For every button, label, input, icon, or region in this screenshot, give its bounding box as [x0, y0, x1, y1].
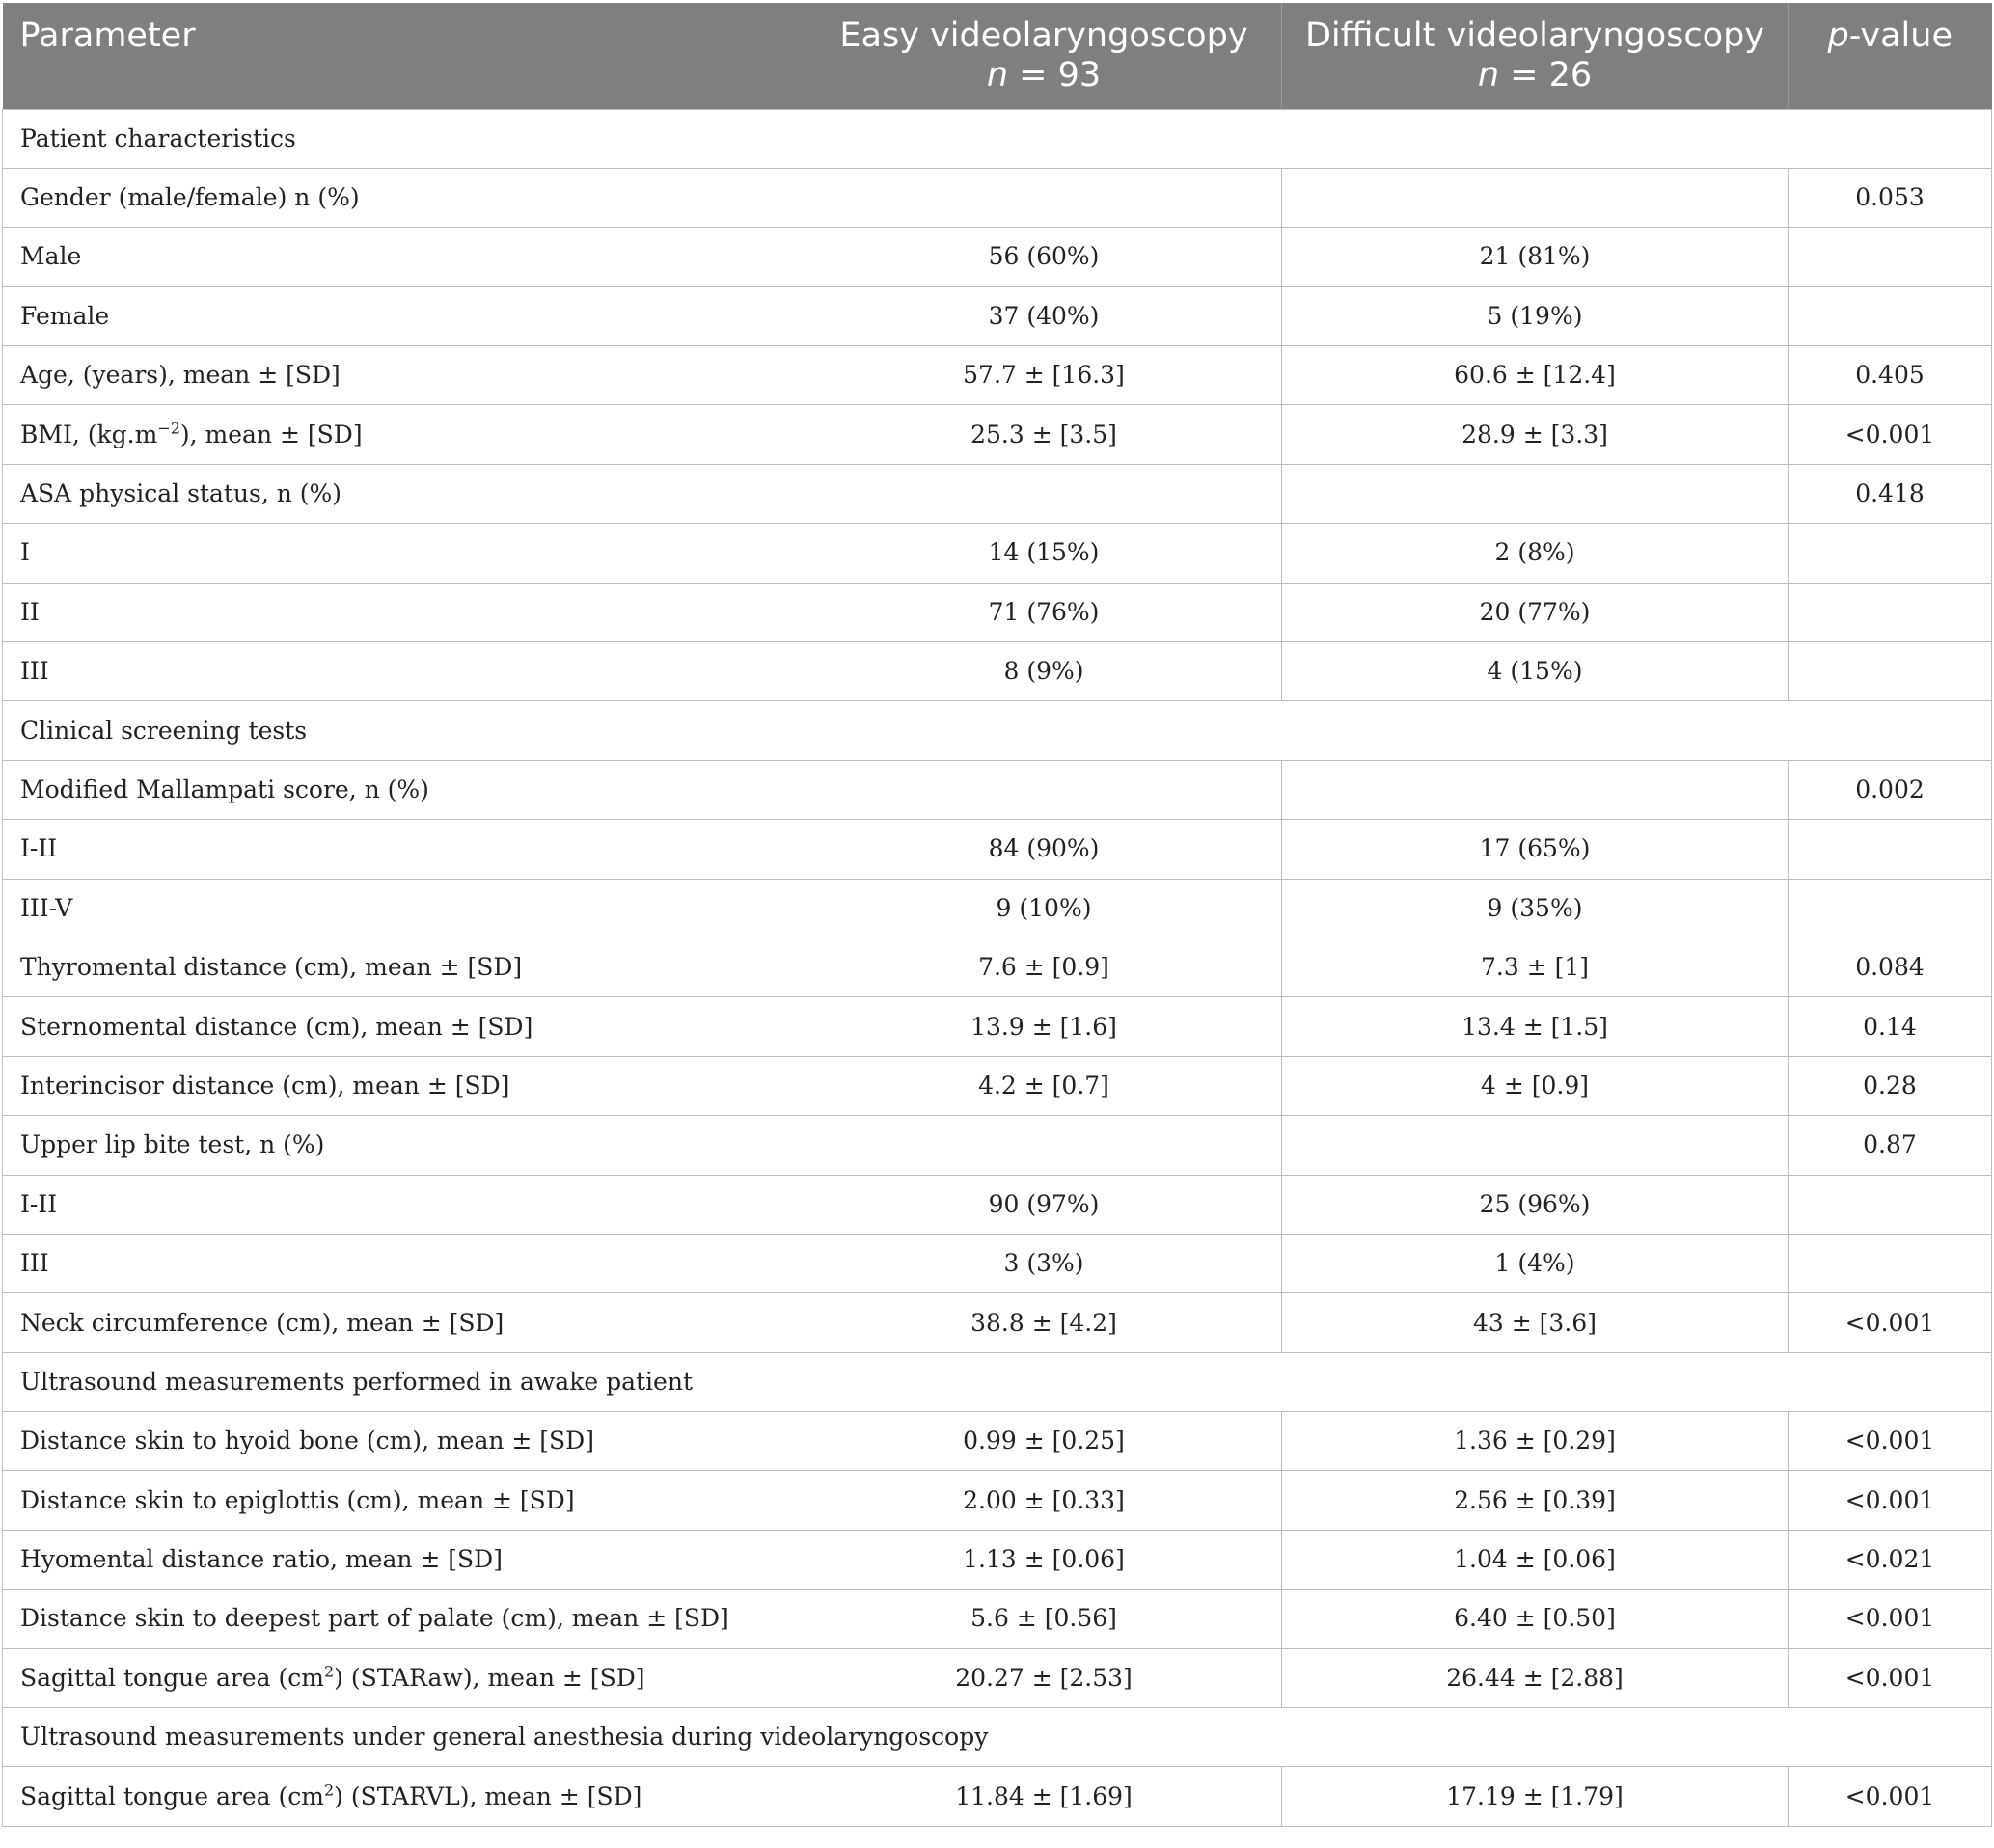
- section-row: [3, 109, 1992, 168]
- row-label: Hyomental distance ratio, mean ± [SD]: [3, 1530, 806, 1589]
- table-row: [3, 642, 1992, 701]
- table-row: [3, 286, 1992, 345]
- difficult-value: [1282, 464, 1789, 523]
- p-value: <0.021: [1789, 1530, 1992, 1589]
- table-row: [3, 879, 1992, 938]
- p-value: [1789, 286, 1992, 345]
- row-label: BMI, $(kg.m^{-2})$, mean ± [SD]: [3, 405, 806, 464]
- table-row: [3, 1530, 1992, 1589]
- easy-value: [806, 760, 1282, 819]
- table-row: [3, 1116, 1992, 1175]
- difficult-value: [1282, 760, 1789, 819]
- difficult-value: 1.36 ± [0.29]: [1282, 1412, 1789, 1471]
- p-value: 0.418: [1789, 464, 1992, 523]
- difficult-value: 17.19 ± [1.79]: [1282, 1767, 1789, 1826]
- row-label: Distance skin to deepest part of palate (cm), mean ± [SD]: [3, 1590, 806, 1648]
- p-value: [1789, 228, 1992, 286]
- table-row: [3, 405, 1992, 464]
- easy-value: [806, 1116, 1282, 1175]
- row-label: Interincisor distance (cm), mean ± [SD]: [3, 1056, 806, 1115]
- p-value: <0.001: [1789, 405, 1992, 464]
- difficult-value: 25 (96%): [1282, 1175, 1789, 1234]
- difficult-value: 4 ± [0.9]: [1282, 1056, 1789, 1115]
- data-table: [2, 3, 1992, 1827]
- header-p-value: p-value: [1789, 3, 1992, 109]
- section-patient: Patient characteristics: [3, 109, 1992, 168]
- row-label: I-II: [3, 1175, 806, 1234]
- easy-value: [806, 168, 1282, 227]
- table-row: [3, 938, 1992, 996]
- section-row: [3, 1708, 1992, 1767]
- p-value: <0.001: [1789, 1412, 1992, 1471]
- easy-value: 7.6 ± [0.9]: [806, 938, 1282, 996]
- p-value: 0.87: [1789, 1116, 1992, 1175]
- row-label: Age, (years), mean ± [SD]: [3, 346, 806, 405]
- table-row: [3, 760, 1992, 819]
- difficult-value: 43 ± [3.6]: [1282, 1293, 1789, 1352]
- difficult-value: 60.6 ± [12.4]: [1282, 346, 1789, 405]
- row-label: Upper lip bite test, n (%): [3, 1116, 806, 1175]
- row-label: Thyromental distance (cm), mean ± [SD]: [3, 938, 806, 996]
- difficult-value: 20 (77%): [1282, 583, 1789, 641]
- row-label: Gender (male/female) n (%): [3, 168, 806, 227]
- p-value: [1789, 583, 1992, 641]
- p-value: 0.002: [1789, 760, 1992, 819]
- difficult-value: 1 (4%): [1282, 1234, 1789, 1292]
- table-row: [3, 1590, 1992, 1648]
- p-value: [1789, 879, 1992, 938]
- p-value: [1789, 1234, 1992, 1292]
- easy-value: 1.13 ± [0.06]: [806, 1530, 1282, 1589]
- easy-value: 56 (60%): [806, 228, 1282, 286]
- difficult-value: 21 (81%): [1282, 228, 1789, 286]
- difficult-value: 6.40 ± [0.50]: [1282, 1590, 1789, 1648]
- row-label: ASA physical status, n (%): [3, 464, 806, 523]
- easy-value: 3 (3%): [806, 1234, 1282, 1292]
- easy-value: 20.27 ± [2.53]: [806, 1648, 1282, 1707]
- row-label: Neck circumference (cm), mean ± [SD]: [3, 1293, 806, 1352]
- section-us-awake: Ultrasound measurements performed in awake patient: [3, 1352, 1992, 1411]
- table-row: [3, 1471, 1992, 1530]
- difficult-value: 26.44 ± [2.88]: [1282, 1648, 1789, 1707]
- header-difficult: [1282, 3, 1789, 109]
- table-row: [3, 228, 1992, 286]
- row-label: III: [3, 1234, 806, 1292]
- difficult-value: 2.56 ± [0.39]: [1282, 1471, 1789, 1530]
- difficult-value: 1.04 ± [0.06]: [1282, 1530, 1789, 1589]
- p-value: [1789, 1175, 1992, 1234]
- row-label: Distance skin to hyoid bone (cm), mean ± [SD]: [3, 1412, 806, 1471]
- p-value: <0.001: [1789, 1471, 1992, 1530]
- table-row: [3, 1767, 1992, 1826]
- difficult-value: [1282, 168, 1789, 227]
- table-row: [3, 346, 1992, 405]
- table-row: [3, 1648, 1992, 1707]
- row-label: Modified Mallampati score, n (%): [3, 760, 806, 819]
- difficult-value: 2 (8%): [1282, 524, 1789, 583]
- header-difficult-n: n = 26: [1477, 56, 1593, 95]
- easy-value: 25.3 ± [3.5]: [806, 405, 1282, 464]
- row-label: III-V: [3, 879, 806, 938]
- header-easy-n: n = 93: [986, 56, 1102, 95]
- section-clinical: Clinical screening tests: [3, 701, 1992, 760]
- difficult-value: 4 (15%): [1282, 642, 1789, 701]
- easy-value: 13.9 ± [1.6]: [806, 997, 1282, 1056]
- row-label: Female: [3, 286, 806, 345]
- section-row: [3, 701, 1992, 760]
- p-value: [1789, 642, 1992, 701]
- easy-value: 84 (90%): [806, 820, 1282, 879]
- row-label: I: [3, 524, 806, 583]
- difficult-value: 17 (65%): [1282, 820, 1789, 879]
- p-value: 0.053: [1789, 168, 1992, 227]
- easy-value: 2.00 ± [0.33]: [806, 1471, 1282, 1530]
- row-label: III: [3, 642, 806, 701]
- header-parameter: Parameter: [19, 16, 196, 55]
- header-easy: [806, 3, 1282, 109]
- table-row: [3, 1056, 1992, 1115]
- easy-value: 5.6 ± [0.56]: [806, 1590, 1282, 1648]
- p-value: <0.001: [1789, 1293, 1992, 1352]
- p-value: 0.084: [1789, 938, 1992, 996]
- easy-value: 4.2 ± [0.7]: [806, 1056, 1282, 1115]
- table-row: [3, 1412, 1992, 1471]
- easy-value: 9 (10%): [806, 879, 1282, 938]
- header-easy-title: Easy videolaryngoscopy: [839, 16, 1248, 55]
- table-row: [3, 1293, 1992, 1352]
- easy-value: 38.8 ± [4.2]: [806, 1293, 1282, 1352]
- row-label: Sagittal tongue area $(cm^2)$ (STARaw), mean ± [SD]: [3, 1648, 806, 1707]
- header-difficult-title: Difficult videolaryngoscopy: [1304, 16, 1765, 55]
- row-label: Sternomental distance (cm), mean ± [SD]: [3, 997, 806, 1056]
- table-row: [3, 464, 1992, 523]
- difficult-value: 7.3 ± [1]: [1282, 938, 1789, 996]
- difficult-value: 5 (19%): [1282, 286, 1789, 345]
- table-row: [3, 997, 1992, 1056]
- easy-value: 37 (40%): [806, 286, 1282, 345]
- difficult-value: 28.9 ± [3.3]: [1282, 405, 1789, 464]
- table-row: [3, 820, 1992, 879]
- table-row: [3, 524, 1992, 583]
- p-value: 0.28: [1789, 1056, 1992, 1115]
- easy-value: 8 (9%): [806, 642, 1282, 701]
- section-row: [3, 1352, 1992, 1411]
- easy-value: 11.84 ± [1.69]: [806, 1767, 1282, 1826]
- easy-value: [806, 464, 1282, 523]
- difficult-value: 9 (35%): [1282, 879, 1789, 938]
- table-row: [3, 1175, 1992, 1234]
- table-row: [3, 168, 1992, 227]
- easy-value: 57.7 ± [16.3]: [806, 346, 1282, 405]
- p-value: [1789, 820, 1992, 879]
- header-row: [3, 3, 1992, 109]
- easy-value: 0.99 ± [0.25]: [806, 1412, 1282, 1471]
- table-row: [3, 1234, 1992, 1292]
- table-row: [3, 583, 1992, 641]
- row-label: I-II: [3, 820, 806, 879]
- section-us-ga: Ultrasound measurements under general anesthesia during videolaryngoscopy: [3, 1708, 1992, 1767]
- row-label: Male: [3, 228, 806, 286]
- easy-value: 90 (97%): [806, 1175, 1282, 1234]
- p-value: 0.14: [1789, 997, 1992, 1056]
- difficult-value: 13.4 ± [1.5]: [1282, 997, 1789, 1056]
- easy-value: 71 (76%): [806, 583, 1282, 641]
- p-value: <0.001: [1789, 1767, 1992, 1826]
- row-label: II: [3, 583, 806, 641]
- p-value: <0.001: [1789, 1590, 1992, 1648]
- p-value: 0.405: [1789, 346, 1992, 405]
- row-label: Sagittal tongue area $(cm^2)$ (STARVL), mean ± [SD]: [3, 1767, 806, 1826]
- p-value: <0.001: [1789, 1648, 1992, 1707]
- difficult-value: [1282, 1116, 1789, 1175]
- easy-value: 14 (15%): [806, 524, 1282, 583]
- row-label: Distance skin to epiglottis (cm), mean ± [SD]: [3, 1471, 806, 1530]
- p-value: [1789, 524, 1992, 583]
